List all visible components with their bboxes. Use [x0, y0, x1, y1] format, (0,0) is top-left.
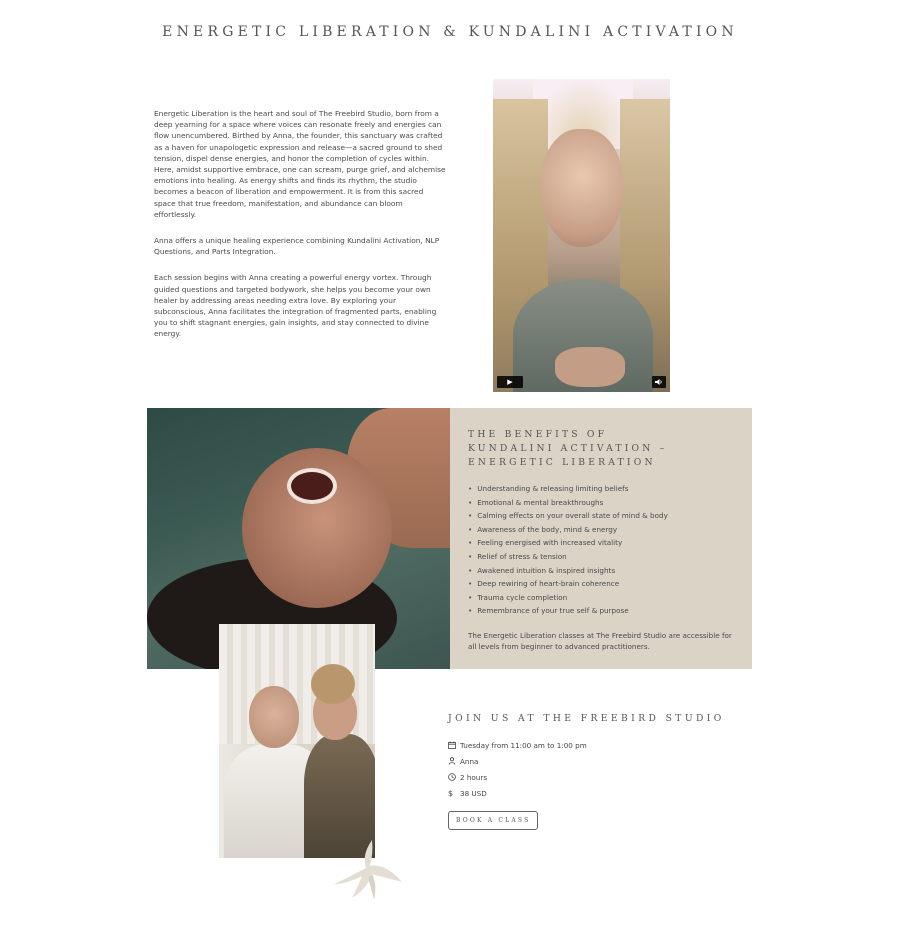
bird-icon: [332, 838, 404, 902]
benefit-item: • Emotional & mental breakthroughs: [468, 496, 734, 510]
person-icon: [448, 757, 460, 765]
photo-woman-hair: [311, 664, 355, 704]
calendar-icon: [448, 741, 460, 749]
video-figure-face: [541, 129, 623, 247]
video-player[interactable]: [493, 79, 670, 392]
benefits-panel: [450, 408, 752, 669]
schedule-row: [448, 737, 748, 753]
duration-text: 2 hours: [460, 772, 488, 782]
intro-paragraph: Each session begins with Anna creating a powerful energy vortex. Through guided questions and targeted bodywork, she helps you become your own healer by addressing areas needing extra love. By exploring your subconscious, Anna facilitates the integration of fragmented parts, enabling you to shift stagnant energies, gain insights, and stay connected to divine energy.: [154, 273, 437, 339]
video-figure-hands: [555, 347, 625, 387]
join-title: JOIN US AT THE FREEBIRD STUDIO: [448, 713, 725, 724]
benefit-item: • Feeling energised with increased vitality: [468, 536, 734, 550]
play-icon: ▶: [507, 378, 513, 386]
mute-button[interactable]: [652, 376, 666, 388]
clock-icon: [448, 773, 460, 781]
schedule-text: Tuesday from 11:00 am to 1:00 pm: [460, 740, 587, 750]
duration-row: [448, 769, 748, 785]
dollar-icon: $: [448, 788, 454, 798]
benefit-item: • Relief of stress & tension: [468, 550, 734, 564]
benefit-item: • Awareness of the body, mind & energy: [468, 523, 734, 537]
book-class-button[interactable]: BOOK A CLASS: [448, 811, 538, 830]
session-photo: [219, 624, 375, 858]
benefit-item: • Trauma cycle completion: [468, 591, 734, 605]
benefits-list: [468, 482, 734, 618]
teacher-text: Anna: [460, 756, 479, 766]
benefits-note: The Energetic Liberation classes at The Freebird Studio are accessible for all levels from beginner to advanced practitioners.: [468, 630, 732, 651]
benefit-item: • Understanding & releasing limiting beliefs: [468, 482, 734, 496]
benefits-title: THE BENEFITS OF KUNDALINI ACTIVATION – ENERGETIC LIBERATION: [468, 429, 668, 468]
intro-paragraph: Energetic Liberation is the heart and soul of The Freebird Studio, born from a deep yearning for a space where voices can resonate freely and energies can flow unencumbered. Birthed by Anna, the founder, this sanctuary was crafted as a haven for unapologetic expression and release—a sacred ground to shed tension, dispel dense energies, and honor the completion of cycles within. Here, amidst supportive embrace, one can scream, purge grief, and alchemise emotions into healing. As energy shifts and finds its rhythm, the studio becomes a beacon of liberation and empowerment. It is from this sacred space that true freedom, manifestation, and abundance can bloom effortlessly.: [154, 109, 446, 219]
teacher-row: [448, 753, 748, 769]
intro-text: [154, 108, 446, 355]
play-button[interactable]: [497, 376, 523, 388]
benefit-item: • Awakened intuition & inspired insights: [468, 564, 734, 578]
benefit-item: • Calming effects on your overall state of mind & body: [468, 509, 734, 523]
photo-man-head: [249, 686, 299, 748]
join-section: [448, 713, 748, 830]
class-details: [448, 737, 748, 801]
page-title: ENERGETIC LIBERATION & KUNDALINI ACTIVATION: [162, 24, 738, 40]
benefit-item: • Deep rewiring of heart-brain coherence: [468, 577, 734, 591]
volume-icon: [655, 378, 663, 386]
benefit-item: • Remembrance of your true self & purpose: [468, 604, 734, 618]
intro-paragraph: Anna offers a unique healing experience combining Kundalini Activation, NLP Questions, and Parts Integration.: [154, 236, 440, 257]
price-text: 38 USD: [460, 788, 487, 798]
photo-mouth: [287, 468, 337, 504]
price-row: [448, 785, 748, 801]
